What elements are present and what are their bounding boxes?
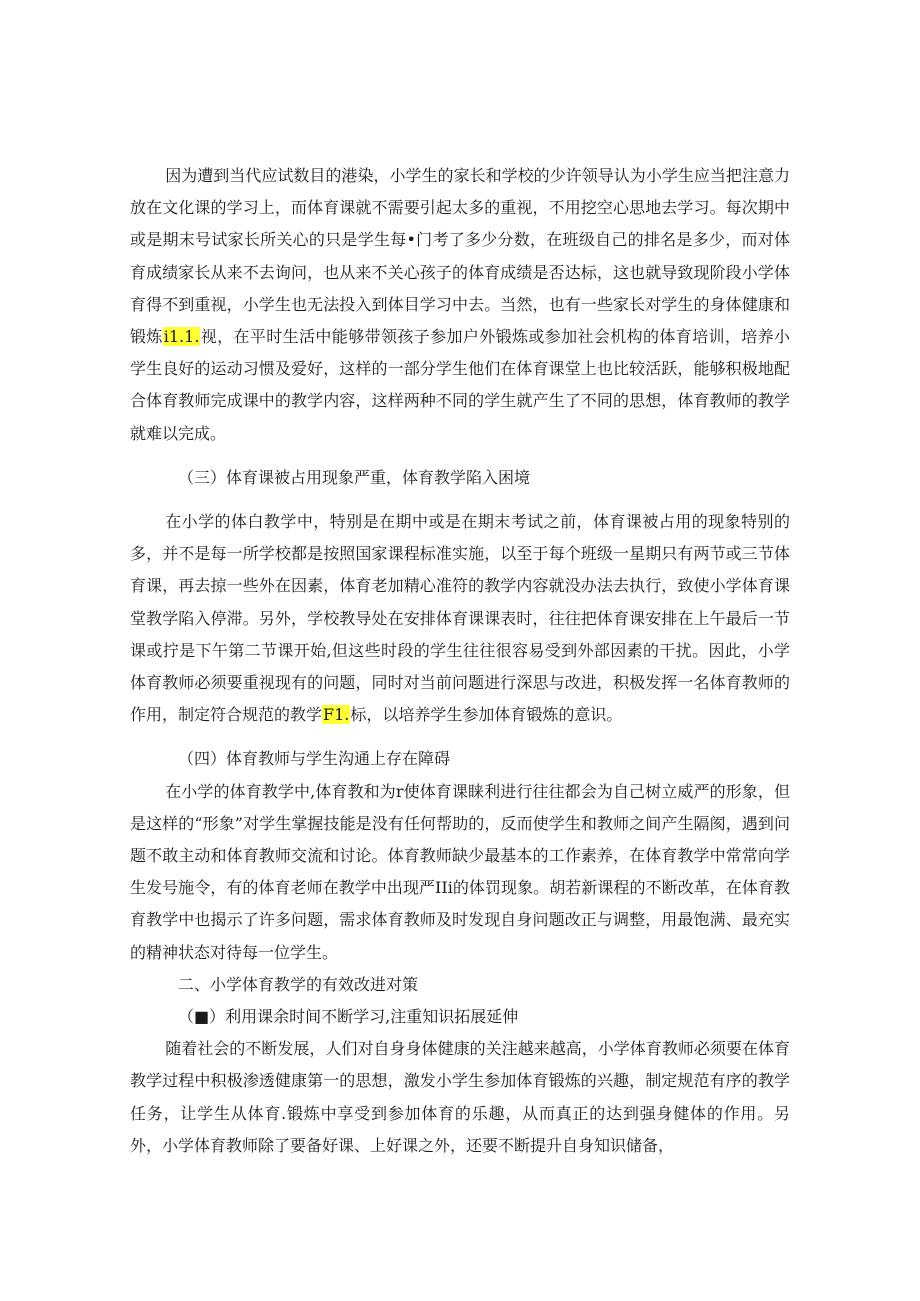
- highlight-mark: F1.: [323, 705, 350, 725]
- section-heading-4: （四）体育教师与学生沟通上存在障碍: [178, 749, 451, 769]
- chapter-heading-2: 二、小学体育教学的有效改进对策: [178, 974, 419, 994]
- section-heading-1: （■）利用课余时间不断学习,注重知识拓展延伸: [178, 1007, 519, 1027]
- paragraph-parents-attitude: [130, 160, 790, 450]
- paragraph-text: 因为遭到当代应试数目的港染，小学生的家长和学校的少许领导认为小学生应当把注意力放在文化课的学习上，而体育课就不需要引起太多的重视，不用挖空心思地去学习。每次期中或是期末号试家长所关心的只是学生每•门考了多少分数，在班级自己的排名是多少，而对体育成绩家长从来不去询问，也从来不关心孩子的体育成绩是否达标，这也就导致现阶段小学体育得不到重视，小学生也无法投入到体目学习中去。当然，也有一些家长对学生的身体健康和锻炼: [130, 166, 790, 347]
- highlight-mark: i1.1.: [163, 327, 200, 347]
- section-heading-3: （三）体育课被占用现象严重，体育教学陷入困境: [178, 467, 531, 487]
- paragraph-text: 标，以培养学生参加体育锻炼的意识。: [350, 705, 623, 725]
- paragraph-class-occupied: [130, 506, 790, 731]
- paragraph-continuous-learning: 随着社会的不断发展，人们对自身身体健康的关注越来越高，小学体育教师必须要在体育教学过程中积极渗透健康第一的思想，激发小学生参加体育锻炼的兴趣，制定规范有序的教学任务，让学生从体育.锻炼中享受到参加体育的乐趣，从而真正的达到强身健体的作用。另外，小学体育教师除了要备好课、上好课之外，还要不断提升自身知识储备，: [130, 1039, 790, 1155]
- paragraph-text: 在小学的体白教学中，特别是在期中或是在期末考试之前，体育课被占用的现象特别的多，并不是每一所学校都是按照国家课程标准实施，以至于每个班级一星期只有两节或三节体育课，再去掠一些外在因素，体育老加精心准符的教学内容就没办法去执行，致使小学体育课堂教学陷入停滞。另外，学校教导处在安排体育课课表时，往往把体育课安排在上午最后一节课或拧是下午第二节课开始,但这些时段的学生往往很容易受到外部因素的干扰。因此，小学体育教师必须要重视现有的问题，同时对当前问题进行深思与改进，积极发挥一名体育教师的作用，制定符合规范的教学: [130, 512, 790, 725]
- document-body: [130, 160, 790, 1162]
- paragraph-communication: 在小学的体育教学中,体育教和为r使体育课睐利进行往往都会为自己树立威严的形象，但是这样的“形象”对学生掌握技能是没有任何帮助的，反而使学生和教师之间产生隔阂，遇到问题不敢主动和体育教师交流和讨论。体育教师缺少最基本的工作素养，在体育教学中常常向学生发号施令，有的体育老师在教学中出现严IIi的体罚现象。胡若新课程的不断改革，在体育教育教学中也揭示了许多问题，需求体育教师及时发现自身问题改正与调整，用最饱满、最充实的精神状态对待每一位学生。: [130, 781, 790, 962]
- paragraph-text: 视，在平时生活中能够带领孩子参加户外锻炼或参加社会机构的体育培训，培养小学生良好的运动习惯及爱好，这样的一部分学生他们在体育课堂上也比较活跃，能够积极地配合体育教师完成课中的教学内容，这样两种不同的学生就产生了不同的思想，体育教师的教学就难以完成。: [130, 327, 790, 443]
